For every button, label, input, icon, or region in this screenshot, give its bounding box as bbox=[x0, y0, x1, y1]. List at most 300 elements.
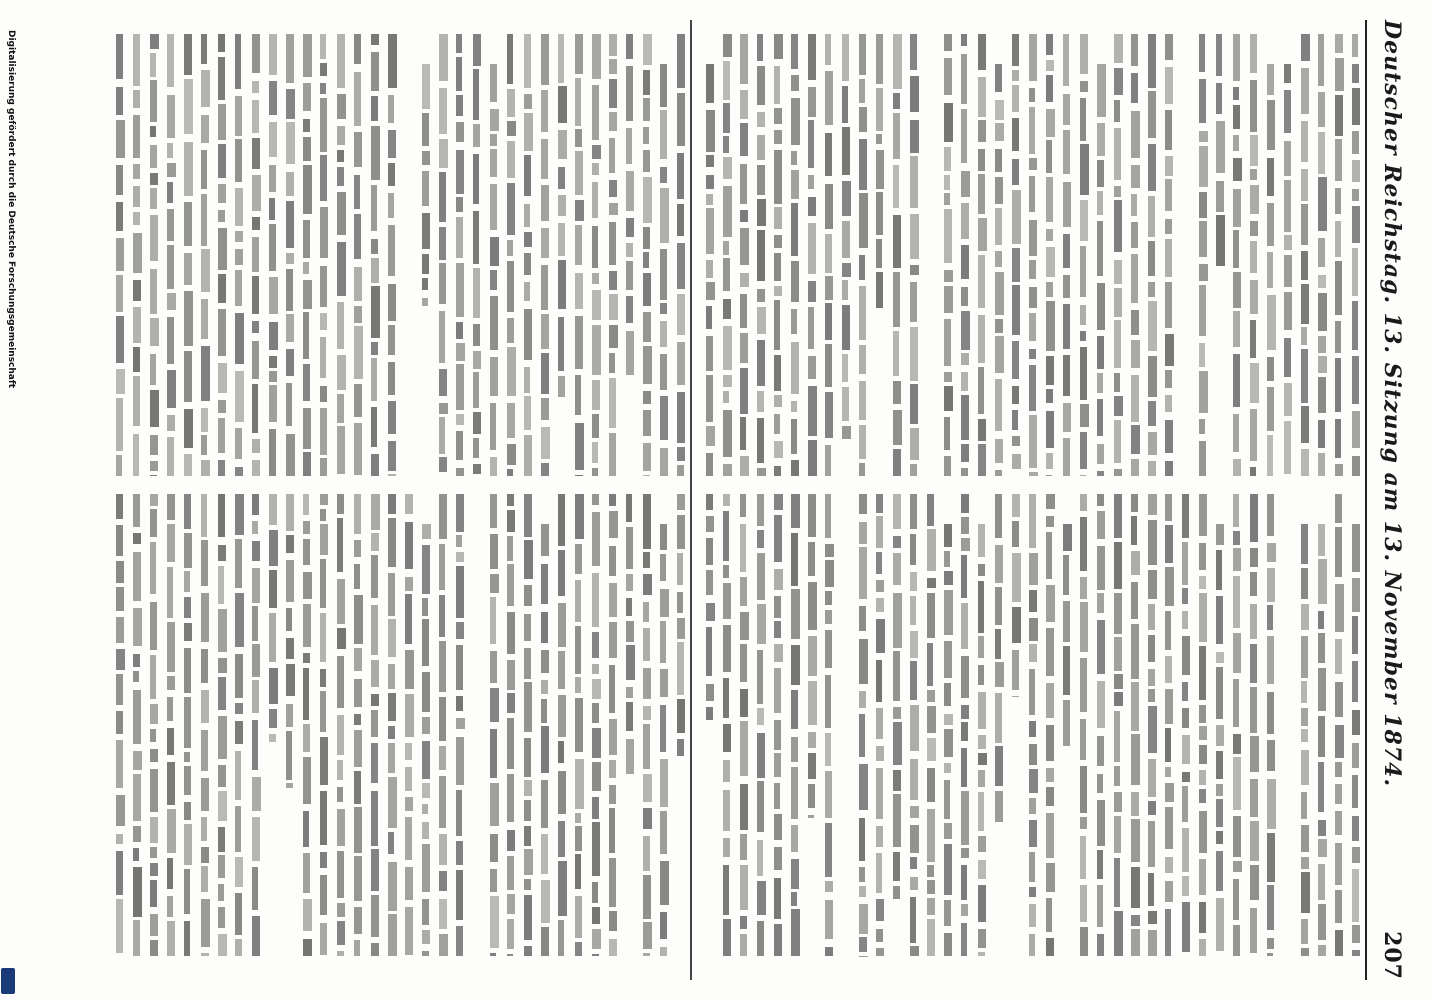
text-line-segment bbox=[1199, 726, 1207, 741]
text-line-segment bbox=[774, 130, 782, 145]
text-line-segment bbox=[1335, 221, 1341, 257]
text-line-segment bbox=[961, 904, 968, 916]
text-line-segment bbox=[541, 726, 549, 772]
text-line-segment bbox=[592, 573, 599, 627]
text-line-segment bbox=[1165, 783, 1174, 802]
text-line-segment bbox=[978, 860, 986, 879]
text-line-segment bbox=[808, 87, 816, 117]
text-line-segment bbox=[575, 151, 583, 195]
text-line-segment bbox=[910, 825, 919, 853]
text-line-segment bbox=[626, 218, 634, 237]
text-line-segment bbox=[473, 34, 481, 66]
text-line-segment bbox=[1012, 607, 1021, 643]
text-line-segment bbox=[1233, 459, 1241, 476]
text-line-segment bbox=[388, 832, 394, 854]
text-line-segment bbox=[201, 953, 209, 956]
text-line-segment bbox=[286, 608, 292, 631]
text-line-segment bbox=[1318, 356, 1327, 373]
text-line-segment bbox=[371, 849, 379, 891]
text-line-segment bbox=[456, 622, 464, 640]
text-line-segment bbox=[1301, 681, 1307, 703]
text-line-segment bbox=[354, 494, 361, 534]
text-line-segment bbox=[740, 865, 748, 910]
text-line-segment bbox=[740, 34, 748, 84]
text-line-segment bbox=[1029, 313, 1036, 341]
text-line-segment bbox=[116, 87, 123, 115]
text-line-segment bbox=[235, 428, 242, 459]
text-line-segment bbox=[490, 134, 497, 146]
text-line-segment bbox=[320, 207, 328, 258]
text-line-segment bbox=[252, 460, 260, 476]
text-line-segment bbox=[507, 919, 514, 949]
text-line-segment bbox=[116, 369, 125, 394]
text-line-segment bbox=[490, 688, 499, 722]
text-line-segment bbox=[337, 903, 345, 918]
text-line-segment bbox=[808, 636, 817, 676]
text-line-segment bbox=[677, 699, 685, 733]
text-line-segment bbox=[1097, 221, 1103, 276]
text-line-segment bbox=[1199, 146, 1208, 187]
text-line-segment bbox=[1165, 67, 1173, 104]
text-line-segment bbox=[1080, 602, 1088, 652]
text-line-segment bbox=[995, 177, 1003, 204]
text-line-segment bbox=[592, 632, 599, 658]
text-line-segment bbox=[133, 533, 141, 544]
text-line-segment bbox=[252, 817, 260, 861]
text-line-segment bbox=[507, 494, 514, 506]
text-line-segment bbox=[541, 90, 548, 132]
text-line-segment bbox=[706, 707, 713, 720]
text-line-segment bbox=[825, 445, 831, 476]
text-line-segment bbox=[371, 52, 379, 91]
text-line-segment bbox=[116, 851, 123, 895]
text-line-segment bbox=[723, 34, 732, 57]
text-line-segment bbox=[1131, 516, 1137, 545]
text-line-segment bbox=[1046, 475, 1052, 476]
text-line-segment bbox=[643, 252, 649, 267]
text-line-segment bbox=[235, 34, 241, 89]
text-line-segment bbox=[218, 791, 227, 822]
text-line-segment bbox=[1012, 341, 1019, 379]
text-line-segment bbox=[320, 494, 328, 505]
text-line-segment bbox=[910, 897, 916, 944]
text-line-segment bbox=[1029, 744, 1037, 765]
text-line-segment bbox=[978, 753, 987, 764]
text-line-segment bbox=[1080, 200, 1088, 241]
text-line-segment bbox=[944, 933, 952, 956]
text-line-segment bbox=[133, 671, 139, 682]
text-line-segment bbox=[1250, 467, 1256, 476]
text-line-segment bbox=[1165, 494, 1172, 521]
text-line-segment bbox=[1233, 633, 1241, 673]
text-line-segment bbox=[609, 59, 617, 75]
text-line-segment bbox=[643, 150, 650, 171]
text-line-segment bbox=[592, 182, 598, 218]
text-line-segment bbox=[1148, 706, 1157, 753]
text-line-segment bbox=[774, 441, 783, 458]
text-line-segment bbox=[337, 760, 343, 780]
text-line-segment bbox=[893, 707, 901, 718]
text-line-segment bbox=[167, 370, 176, 407]
text-line-segment bbox=[1148, 604, 1155, 630]
text-line-segment bbox=[201, 540, 208, 586]
text-line-segment bbox=[422, 64, 430, 109]
text-line-segment bbox=[1335, 58, 1344, 91]
text-line-segment bbox=[439, 899, 447, 929]
text-line-segment bbox=[859, 904, 868, 933]
text-line-segment bbox=[558, 771, 566, 814]
text-line-segment bbox=[1165, 767, 1171, 777]
text-line-segment bbox=[842, 305, 850, 350]
text-line-segment bbox=[1199, 576, 1206, 589]
text-line-segment bbox=[286, 535, 294, 552]
text-line-segment bbox=[626, 34, 633, 59]
text-line-segment bbox=[269, 530, 278, 566]
text-line-segment bbox=[218, 716, 227, 759]
text-line-segment bbox=[1097, 885, 1103, 927]
text-line-segment bbox=[626, 128, 632, 164]
text-line-segment bbox=[388, 193, 394, 218]
text-line-segment bbox=[723, 61, 730, 100]
text-line-segment bbox=[1131, 819, 1140, 861]
text-line-segment bbox=[1063, 130, 1070, 175]
text-line-segment bbox=[961, 722, 968, 741]
text-line-segment bbox=[507, 564, 514, 606]
text-line-segment bbox=[1250, 185, 1259, 214]
text-line-segment bbox=[1046, 585, 1055, 622]
text-line-segment bbox=[1267, 938, 1274, 949]
text-line-segment bbox=[1182, 588, 1188, 604]
text-line-segment bbox=[859, 107, 867, 132]
text-line-segment bbox=[422, 619, 429, 666]
text-line-segment bbox=[150, 53, 156, 77]
text-line-segment bbox=[740, 721, 748, 776]
text-line-segment bbox=[825, 276, 833, 299]
text-line-segment bbox=[1284, 141, 1291, 176]
text-line-segment bbox=[609, 325, 618, 349]
text-line-segment bbox=[592, 822, 600, 875]
text-line-segment bbox=[1267, 494, 1274, 536]
text-line-segment bbox=[876, 88, 883, 131]
text-line-segment bbox=[592, 145, 601, 159]
text-line-segment bbox=[286, 349, 294, 376]
text-line-segment bbox=[1063, 700, 1070, 746]
text-line-segment bbox=[235, 313, 244, 364]
text-line-segment bbox=[723, 865, 729, 915]
text-line-segment bbox=[201, 194, 207, 246]
text-line-segment bbox=[422, 672, 430, 712]
text-line-segment bbox=[1097, 399, 1103, 436]
text-line-segment bbox=[893, 113, 900, 160]
text-line-segment bbox=[1301, 750, 1309, 785]
text-line-segment bbox=[354, 714, 361, 724]
text-line-segment bbox=[167, 95, 175, 138]
text-line-segment bbox=[1267, 64, 1274, 95]
text-line-segment bbox=[1233, 816, 1241, 858]
text-line-segment bbox=[1080, 404, 1089, 427]
text-line-segment bbox=[944, 193, 950, 205]
text-line-segment bbox=[133, 164, 140, 179]
text-line-segment bbox=[791, 645, 800, 684]
text-line-segment bbox=[473, 69, 479, 120]
text-line-segment bbox=[927, 593, 935, 638]
text-line-segment bbox=[1012, 85, 1019, 112]
text-line-segment bbox=[1301, 708, 1308, 726]
text-line-segment bbox=[1233, 494, 1239, 527]
text-line-segment bbox=[757, 230, 765, 281]
text-line-segment bbox=[961, 748, 967, 787]
text-line-segment bbox=[757, 199, 766, 226]
text-line-segment bbox=[286, 560, 294, 602]
text-line-segment bbox=[507, 34, 513, 84]
text-line-segment bbox=[893, 215, 901, 268]
text-line-segment bbox=[706, 208, 714, 254]
text-line-segment bbox=[1318, 238, 1325, 267]
text-line-segment bbox=[1029, 618, 1038, 641]
text-line-segment bbox=[1182, 828, 1189, 871]
text-line-segment bbox=[1080, 34, 1088, 74]
text-line-segment bbox=[201, 460, 210, 476]
text-line-segment bbox=[303, 408, 311, 449]
text-line-segment bbox=[167, 415, 175, 431]
text-line-segment bbox=[660, 167, 667, 184]
text-line-segment bbox=[1114, 100, 1120, 122]
text-line-segment bbox=[1114, 34, 1123, 63]
text-line-segment bbox=[541, 699, 547, 724]
text-line-segment bbox=[1199, 264, 1208, 281]
text-line-segment bbox=[1114, 593, 1122, 634]
text-line-segment bbox=[677, 34, 685, 88]
text-line-segment bbox=[774, 355, 781, 391]
text-line-segment bbox=[558, 741, 564, 764]
text-line-segment bbox=[978, 952, 985, 956]
text-line-segment bbox=[235, 96, 242, 136]
text-line-segment bbox=[995, 629, 1001, 659]
text-line-segment bbox=[507, 444, 516, 465]
text-line-segment bbox=[1318, 904, 1326, 940]
text-line-segment bbox=[677, 392, 685, 443]
text-line-segment bbox=[473, 324, 480, 346]
text-line-segment bbox=[723, 511, 729, 562]
text-line-segment bbox=[1080, 475, 1086, 476]
text-line-segment bbox=[524, 946, 532, 956]
text-line-segment bbox=[1080, 432, 1087, 469]
text-line-segment bbox=[944, 714, 953, 724]
text-line-segment bbox=[490, 64, 497, 102]
text-line-segment bbox=[1216, 596, 1223, 644]
text-line-segment bbox=[808, 386, 817, 436]
text-line-segment bbox=[1097, 160, 1104, 186]
text-line-segment bbox=[371, 494, 380, 530]
text-line-segment bbox=[774, 207, 782, 228]
text-line-segment bbox=[876, 516, 883, 547]
text-line-segment bbox=[1029, 176, 1035, 212]
text-line-segment bbox=[961, 848, 969, 858]
text-line-segment bbox=[961, 923, 967, 956]
text-line-segment bbox=[558, 695, 566, 737]
text-line-segment bbox=[1335, 811, 1342, 836]
text-line-segment bbox=[842, 86, 848, 123]
text-line-segment bbox=[473, 351, 481, 368]
text-line-segment bbox=[337, 951, 344, 956]
text-line-segment bbox=[893, 165, 899, 208]
text-line-segment bbox=[910, 759, 918, 799]
text-line-segment bbox=[354, 306, 362, 322]
text-line-segment bbox=[252, 644, 260, 677]
text-line-segment bbox=[808, 34, 816, 80]
text-line-segment bbox=[1063, 438, 1070, 476]
text-line-segment bbox=[1063, 646, 1070, 695]
text-line-segment bbox=[507, 261, 514, 313]
text-line-segment bbox=[1097, 620, 1105, 674]
text-line-segment bbox=[859, 691, 866, 708]
text-line-segment bbox=[218, 418, 225, 453]
text-line-segment bbox=[995, 587, 1002, 625]
text-line-segment bbox=[1097, 444, 1104, 464]
text-line-segment bbox=[1199, 811, 1207, 853]
text-line-segment bbox=[252, 680, 259, 713]
text-line-segment bbox=[842, 426, 851, 438]
text-line-segment bbox=[388, 726, 395, 739]
text-line-segment bbox=[1284, 421, 1291, 475]
text-line-segment bbox=[1301, 121, 1308, 162]
text-line-segment bbox=[167, 809, 176, 853]
text-line-segment bbox=[371, 185, 377, 231]
text-line-segment bbox=[456, 535, 462, 547]
text-line-segment bbox=[660, 249, 667, 300]
text-line-segment bbox=[842, 280, 848, 300]
text-line-segment bbox=[1318, 945, 1326, 956]
text-line-segment bbox=[609, 271, 617, 290]
text-line-segment bbox=[677, 642, 684, 695]
text-line-segment bbox=[1216, 851, 1223, 891]
text-line-segment bbox=[740, 228, 749, 265]
text-line-segment bbox=[706, 194, 713, 205]
text-line-segment bbox=[371, 660, 379, 687]
text-line-segment bbox=[269, 277, 278, 314]
text-line-segment bbox=[1165, 857, 1173, 873]
text-line-segment bbox=[337, 426, 345, 474]
text-line-segment bbox=[184, 697, 191, 748]
text-line-segment bbox=[1182, 636, 1190, 675]
text-line-segment bbox=[269, 385, 277, 422]
text-line-segment bbox=[235, 654, 243, 697]
text-line-segment bbox=[825, 234, 832, 273]
text-line-segment bbox=[1029, 158, 1037, 169]
text-line-segment bbox=[774, 814, 782, 840]
text-line-segment bbox=[1148, 91, 1156, 138]
text-line-segment bbox=[1335, 725, 1344, 758]
header-title: Deutscher Reichstag. 13. Sitzung am 13. November 1874. bbox=[1379, 20, 1405, 788]
text-line-segment bbox=[1114, 494, 1122, 538]
text-line-segment bbox=[1080, 766, 1087, 813]
text-line-segment bbox=[354, 175, 360, 209]
text-line-segment bbox=[643, 391, 651, 405]
text-line-segment bbox=[201, 494, 207, 537]
text-line-segment bbox=[524, 367, 530, 392]
text-line-segment bbox=[371, 126, 380, 179]
text-line-segment bbox=[609, 112, 617, 132]
text-line-segment bbox=[524, 738, 531, 777]
text-line-segment bbox=[1182, 786, 1188, 822]
text-line-segment bbox=[1301, 872, 1310, 912]
text-line-segment bbox=[1301, 449, 1309, 476]
text-line-segment bbox=[541, 427, 550, 458]
text-line-segment bbox=[1046, 516, 1054, 527]
text-line-segment bbox=[1284, 180, 1291, 232]
text-line-segment bbox=[252, 34, 260, 73]
text-line-segment bbox=[320, 669, 326, 687]
text-line-segment bbox=[706, 64, 714, 103]
text-line-segment bbox=[609, 353, 615, 372]
text-line-segment bbox=[1335, 494, 1342, 523]
text-line-segment bbox=[893, 593, 902, 648]
text-line-segment bbox=[1114, 711, 1120, 762]
text-line-segment bbox=[269, 224, 276, 271]
text-line-segment bbox=[740, 123, 748, 156]
text-line-segment bbox=[167, 697, 173, 720]
text-line-segment bbox=[133, 552, 141, 602]
text-line-segment bbox=[1335, 639, 1342, 674]
text-line-segment bbox=[1250, 779, 1258, 817]
text-line-segment bbox=[1012, 410, 1018, 431]
text-line-segment bbox=[354, 326, 363, 379]
text-line-segment bbox=[660, 448, 668, 476]
text-line-segment bbox=[473, 154, 479, 204]
text-line-segment bbox=[1233, 354, 1240, 407]
text-line-segment bbox=[1250, 572, 1257, 596]
text-line-segment bbox=[167, 317, 174, 364]
text-line-segment bbox=[354, 940, 360, 956]
text-line-segment bbox=[961, 109, 967, 163]
text-line-segment bbox=[1352, 456, 1360, 476]
text-line-segment bbox=[558, 86, 567, 123]
text-line-segment bbox=[1046, 768, 1054, 782]
text-line-segment bbox=[252, 81, 259, 93]
text-line-segment bbox=[184, 494, 191, 529]
text-line-segment bbox=[609, 583, 617, 617]
text-line-segment bbox=[893, 770, 901, 791]
text-line-segment bbox=[859, 714, 865, 757]
text-line-segment bbox=[1097, 593, 1104, 613]
text-block-upper-right bbox=[700, 30, 1360, 480]
text-line-segment bbox=[893, 722, 902, 765]
text-line-segment bbox=[706, 375, 713, 422]
text-line-segment bbox=[422, 951, 429, 956]
text-line-segment bbox=[706, 110, 715, 152]
text-line-segment bbox=[1199, 441, 1206, 476]
text-line-segment bbox=[723, 838, 730, 857]
text-line-segment bbox=[978, 885, 986, 922]
text-line-segment bbox=[1148, 356, 1157, 397]
text-line-segment bbox=[354, 771, 361, 804]
text-line-segment bbox=[218, 309, 226, 356]
text-line-segment bbox=[1216, 652, 1224, 662]
text-line-segment bbox=[541, 314, 549, 349]
text-line-segment bbox=[303, 604, 311, 647]
text-line-segment bbox=[592, 163, 599, 174]
text-line-segment bbox=[808, 681, 817, 726]
text-line-segment bbox=[116, 674, 123, 704]
text-line-segment bbox=[1233, 861, 1242, 872]
text-line-segment bbox=[439, 34, 448, 81]
text-line-segment bbox=[575, 494, 584, 539]
text-line-segment bbox=[1097, 373, 1103, 393]
text-line-segment bbox=[575, 423, 584, 471]
text-line-segment bbox=[876, 134, 882, 144]
text-line-segment bbox=[1063, 234, 1070, 269]
text-line-segment bbox=[893, 651, 900, 701]
